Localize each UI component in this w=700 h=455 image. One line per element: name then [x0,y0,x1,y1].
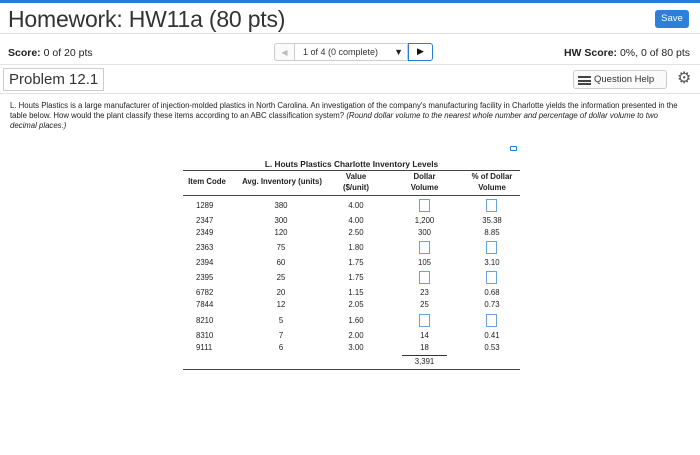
score-bar [0,33,700,63]
cell-value: 3.00 [348,343,364,352]
table-title: L. Houts Plastics Charlotte Inventory Levels [264,159,439,169]
cell-avg-inventory: 60 [276,258,286,267]
cell-avg-inventory: 380 [274,201,288,210]
hw-score-value: 0%, 0 of 80 pts [619,47,690,59]
cell-pct-dollar-volume: 8.85 [484,228,500,237]
cell-dollar-volume: 1,200 [414,216,435,225]
pct-dollar-volume-input[interactable] [486,314,497,327]
cell-value: 4.00 [348,201,364,210]
hw-score-label: HW Score: [563,47,618,59]
table-header-rule [183,195,520,196]
play-icon: ▶ [417,46,424,56]
score-text [8,47,93,59]
header-value-2: ($/unit) [343,183,369,192]
cell-dollar-volume: 23 [420,288,429,297]
pct-dollar-volume-input[interactable] [486,199,497,212]
cell-avg-inventory: 75 [276,243,286,252]
cell-item-code: 9111 [196,343,213,352]
table-bottom-rule [183,369,520,370]
list-icon [578,76,591,85]
problem-bar [0,64,700,94]
cell-item-code: 2395 [196,273,214,282]
total-rule [402,355,447,356]
cell-avg-inventory: 6 [278,343,284,352]
score-label: Score: [8,47,41,59]
cell-avg-inventory: 300 [274,216,288,225]
prev-question-button[interactable] [274,43,294,61]
question-select[interactable] [294,43,408,61]
cell-item-code: 7844 [196,300,214,309]
cell-pct-dollar-volume: 0.41 [484,331,500,340]
cell-value: 4.00 [348,216,364,225]
header-dollar-2: Volume [410,183,439,192]
question-help-button[interactable] [573,70,667,89]
cell-item-code: 6782 [196,288,214,297]
header-pct-1: % of Dollar [471,172,513,181]
cell-item-code: 8310 [196,331,214,340]
cell-pct-dollar-volume: 0.53 [484,343,500,352]
cell-avg-inventory: 25 [276,273,286,282]
pct-dollar-volume-input[interactable] [486,271,497,284]
cell-pct-dollar-volume: 0.68 [484,288,500,297]
header-dollar-1: Dollar [413,172,436,181]
table-top-rule [183,170,520,171]
prompt-instruction: (Round dollar volume to the nearest whole number and percentage of dollar volume to two decimal places.) [10,111,658,130]
cell-value: 2.00 [348,331,364,340]
cell-value: 1.75 [348,258,364,267]
cell-dollar-volume: 18 [420,343,429,352]
save-button[interactable]: Save [655,10,689,28]
dollar-volume-input[interactable] [419,271,430,284]
dollar-volume-input[interactable] [419,199,430,212]
next-question-button[interactable] [408,43,433,61]
cell-item-code: 2363 [196,243,214,252]
chevron-left-icon: ◀ [281,48,288,57]
header-avg-inventory: Avg. Inventory (units) [242,177,322,186]
header-pct-2: Volume [478,183,506,192]
cell-dollar-volume: 25 [420,300,429,309]
cell-item-code: 1289 [196,201,214,210]
expand-table-icon[interactable] [510,146,517,151]
cell-avg-inventory: 12 [276,300,286,309]
cell-dollar-volume: 14 [420,331,429,340]
cell-item-code: 2349 [196,228,214,237]
cell-value: 2.05 [348,300,364,309]
header-value-1: Value [345,172,367,181]
cell-avg-inventory: 20 [276,288,286,297]
homework-title: Homework: HW11a (80 pts) [8,6,286,32]
prompt-text: L. Houts Plastics is a large manufacturer of injection-molded plastics in North Carolina. An investigation of the company's manufacturing facility in Charlotte yields the information presented in the table below. How would the plant classify these items according to an ABC classification system? [10,101,678,120]
pct-dollar-volume-input[interactable] [486,241,497,254]
cell-pct-dollar-volume: 0.73 [484,300,500,309]
cell-pct-dollar-volume: 35.38 [482,216,502,225]
question-help-label: Question Help [594,74,655,85]
cell-item-code: 2347 [196,216,214,225]
dollar-volume-input[interactable] [419,314,430,327]
cell-value: 2.50 [348,228,364,237]
caret-down-icon: ▼ [394,47,403,57]
cell-value: 1.60 [348,316,364,325]
cell-value: 1.75 [348,273,364,282]
top-accent-bar [0,0,700,3]
cell-value: 1.15 [348,288,364,297]
dollar-volume-input[interactable] [419,241,430,254]
cell-avg-inventory: 7 [278,331,284,340]
dollar-volume-total: 3,391 [414,357,435,366]
cell-dollar-volume: 300 [417,228,431,237]
cell-item-code: 8210 [196,316,214,325]
cell-value: 1.80 [348,243,364,252]
problem-prompt [10,101,682,131]
cell-item-code: 2394 [196,258,214,267]
cell-avg-inventory: 120 [274,228,288,237]
cell-dollar-volume: 105 [417,258,431,267]
header-item-code: Item Code [188,177,226,186]
score-value: 0 of 20 pts [43,47,93,59]
cell-pct-dollar-volume: 3.10 [484,258,500,267]
question-select-value: 1 of 4 (0 complete) [303,47,379,57]
cell-avg-inventory: 5 [278,316,284,325]
gear-icon[interactable]: ⚙ [677,70,692,87]
hw-score-text [564,47,690,59]
problem-title: Problem 12.1 [3,68,104,91]
